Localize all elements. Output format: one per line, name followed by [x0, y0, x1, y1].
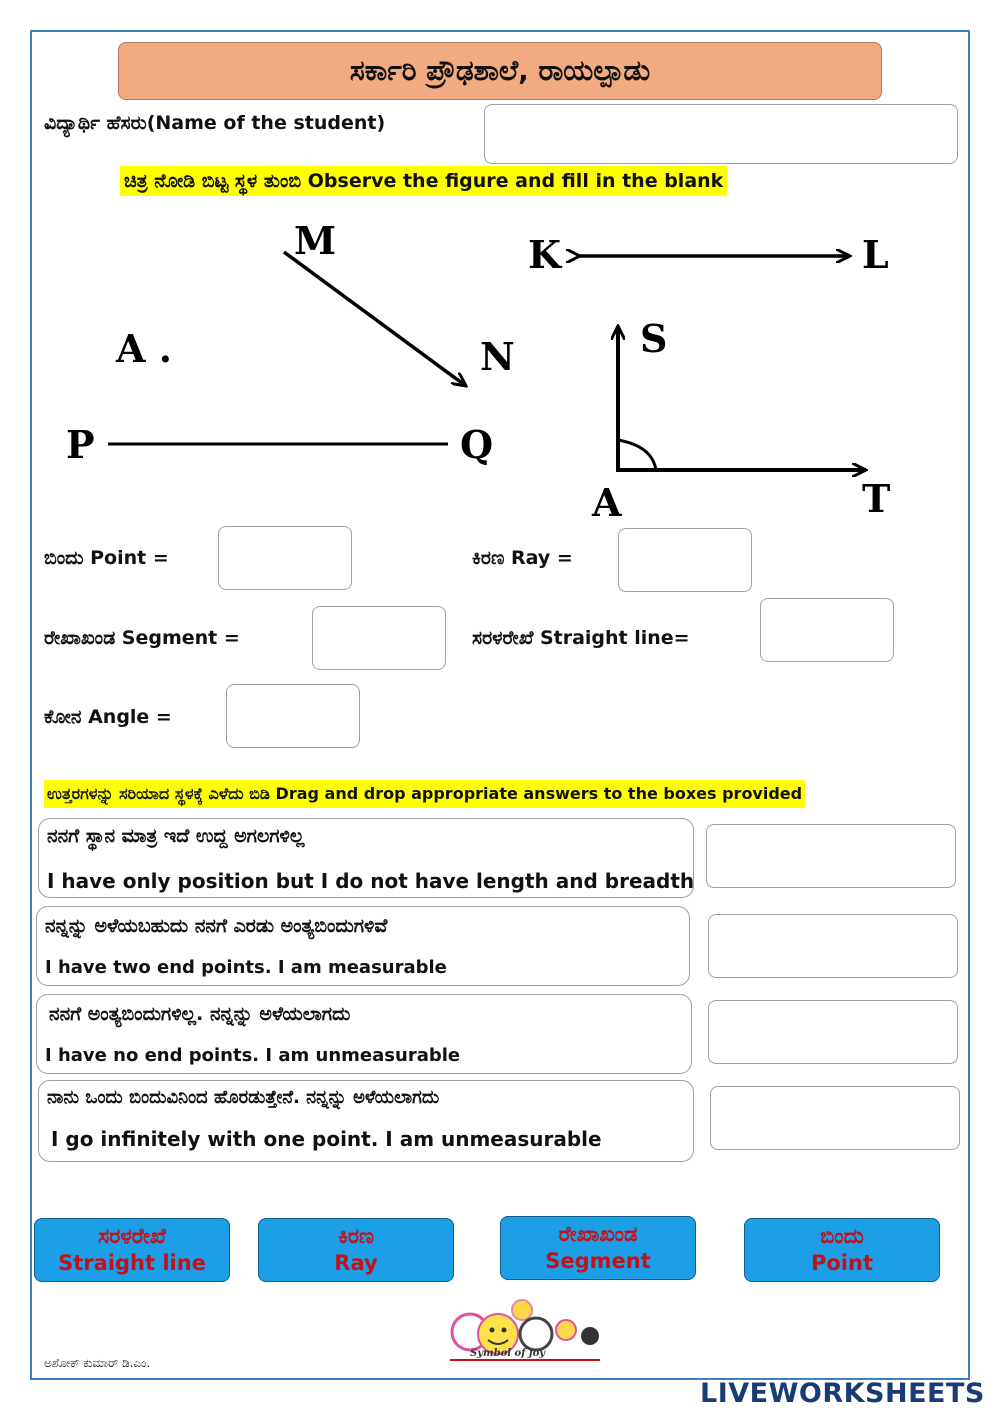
liveworksheets-brand[interactable] [700, 1378, 985, 1409]
statement-1 [38, 818, 694, 898]
statement-4 [38, 1080, 694, 1162]
straight-line-label: ಸರಳರೇಖೆ Straight line= [472, 627, 690, 649]
label-p: P [66, 422, 95, 467]
section1-instruction: ಚಿತ್ರ ನೋಡಿ ಬಿಟ್ಟ ಸ್ಥಳ ತುಂಬಿ Observe the figure and fill in the blank [120, 166, 727, 196]
geometry-figure [0, 200, 1000, 530]
drop-box-3[interactable] [708, 1000, 958, 1064]
school-title-banner [118, 42, 882, 100]
chip-straight-line-kannada: ಸರಳರೇಖೆ [98, 1223, 166, 1248]
brand-text: LIVEWORKSHEETS [700, 1378, 985, 1409]
label-s: S [640, 316, 668, 361]
label-a-vertex: A [592, 480, 622, 525]
angle-arc [618, 440, 656, 470]
chip-straight-line[interactable] [34, 1218, 230, 1282]
statement-2-english: I have two end points. I am measurable [45, 957, 447, 978]
statement-2-kannada: ನನ್ನನ್ನು ಅಳೆಯಬಹುದು ನನಗೆ ಎರಡು ಅಂತ್ಯಬಿಂದುಗಳಿವೆ [45, 915, 388, 937]
statement-1-english: I have only position but I do not have length and breadth [47, 869, 695, 893]
statement-1-kannada: ನನಗೆ ಸ್ಥಾನ ಮಾತ್ರ ಇದೆ ಉದ್ದ ಅಗಲಗಳಿಲ್ಲ [47, 825, 305, 847]
statement-3-english: I have no end points. I am unmeasurable [45, 1045, 461, 1066]
chip-ray-english: Ray [334, 1251, 378, 1275]
label-n: N [480, 334, 515, 379]
label-q: Q [460, 422, 494, 467]
ray-label: ಕಿರಣ Ray = [472, 547, 573, 569]
chip-ray-kannada: ಕಿರಣ [338, 1223, 374, 1248]
drop-box-1[interactable] [706, 824, 956, 888]
statement-2 [36, 906, 690, 986]
point-label: ಬಿಂದು Point = [44, 547, 169, 569]
chip-point-kannada: ಬಿಂದು [820, 1223, 864, 1248]
ray-answer-box[interactable] [618, 528, 752, 592]
angle-label: ಕೋನ Angle = [44, 706, 172, 728]
chip-segment[interactable] [500, 1216, 696, 1280]
student-name-label: ವಿದ್ಯಾರ್ಥಿ ಹೆಸರು(Name of the student) [44, 112, 386, 134]
drop-box-4[interactable] [710, 1086, 960, 1150]
label-l: L [862, 232, 889, 277]
chip-point[interactable] [744, 1218, 940, 1282]
logo-caption: Symbol of joy [470, 1348, 546, 1359]
chip-ray[interactable] [258, 1218, 454, 1282]
smiley-logo [440, 1296, 610, 1372]
label-m: M [294, 218, 337, 263]
statement-4-kannada: ನಾನು ಒಂದು ಬಿಂದುವಿನಿಂದ ಹೊರಡುತ್ತೇನೆ. ನನ್ನನ್ನು ಅಳೆಯಲಾಗದು [47, 1087, 440, 1108]
chip-straight-line-english: Straight line [58, 1251, 206, 1275]
angle-answer-box[interactable] [226, 684, 360, 748]
statement-3 [36, 994, 692, 1074]
point-a: A . [116, 326, 172, 371]
chip-segment-english: Segment [545, 1249, 651, 1273]
label-t: T [862, 476, 891, 521]
segment-label: ರೇಖಾಖಂಡ Segment = [44, 627, 240, 649]
author-name: ಅಶೋಕ್ ಕುಮಾರ್ ಡಿ.ಎಂ. [44, 1356, 151, 1370]
straight-line-answer-box[interactable] [760, 598, 894, 662]
student-name-input[interactable] [484, 104, 958, 164]
statement-4-english: I go infinitely with one point. I am unmeasurable [51, 1127, 602, 1151]
chip-segment-kannada: ರೇಖಾಖಂಡ [558, 1221, 638, 1246]
section2-instruction: ಉತ್ತರಗಳನ್ನು ಸರಿಯಾದ ಸ್ಥಳಕ್ಕೆ ಎಳೆದು ಬಿಡಿ Drag and drop appropriate answers to the boxes provided [44, 780, 805, 808]
segment-answer-box[interactable] [312, 606, 446, 670]
ray-mn [284, 252, 466, 386]
statement-3-kannada: ನನಗೆ ಅಂತ್ಯಬಿಂದುಗಳಿಲ್ಲ. ನನ್ನನ್ನು ಅಳೆಯಲಾಗದು [49, 1003, 351, 1025]
chip-point-english: Point [810, 1251, 873, 1275]
drop-box-2[interactable] [708, 914, 958, 978]
label-k: K [528, 232, 562, 277]
point-answer-box[interactable] [218, 526, 352, 590]
school-title: ಸರ್ಕಾರಿ ಪ್ರೌಢಶಾಲೆ, ರಾಯಲ್ಪಾಡು [349, 54, 651, 87]
